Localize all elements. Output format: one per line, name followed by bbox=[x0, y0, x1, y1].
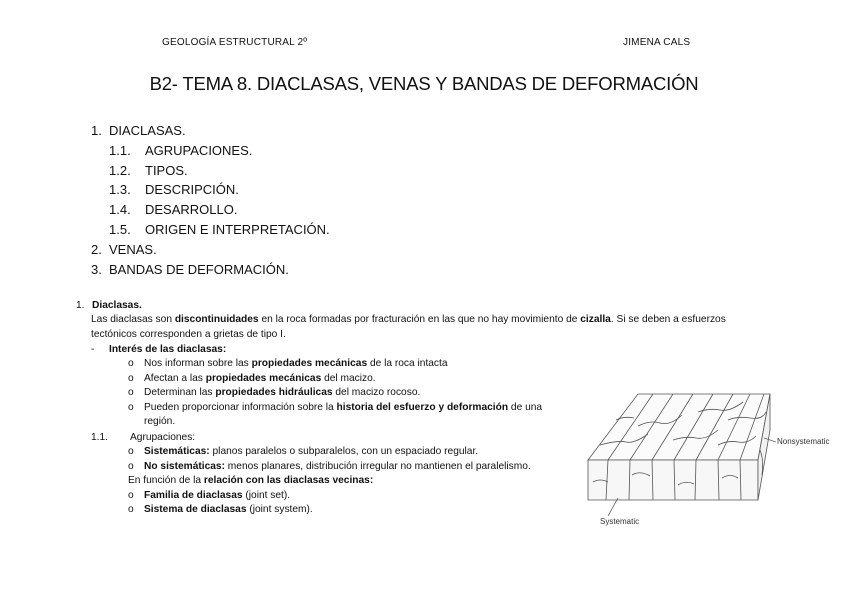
header-course: GEOLOGÍA ESTRUCTURAL 2º bbox=[162, 37, 308, 48]
toc-item-1-3: 1.3. DESCRIPCIÓN. bbox=[109, 182, 239, 198]
interest-list bbox=[128, 357, 578, 430]
list-item: o Sistemáticas: planos paralelos o subparalelos, con un espaciado regular. bbox=[128, 446, 479, 457]
section-1-1-heading: 1.1. Agrupaciones: bbox=[91, 432, 196, 443]
list-item: o No sistemáticas: menos planares, distribución irregular no mantienen el paralelismo. bbox=[128, 460, 531, 472]
list-item: o Familia de diaclasas (joint set). bbox=[128, 489, 291, 501]
header-author: JIMENA CALS bbox=[623, 37, 691, 48]
toc-item-1-2: 1.2. TIPOS. bbox=[109, 162, 188, 178]
toc-item-3: 3. BANDAS DE DEFORMACIÓN. bbox=[91, 261, 289, 277]
toc-item-1-4: 1.4. DESARROLLO. bbox=[109, 202, 238, 218]
list-item: o Sistema de diaclasas (joint system). bbox=[128, 504, 313, 516]
list-item: o Nos informan sobre las propiedades mecánicas de la roca intacta bbox=[128, 358, 448, 369]
interest-heading: - Interés de las diaclasas: bbox=[91, 344, 227, 355]
toc-item-1: 1. DIACLASAS. bbox=[91, 123, 186, 138]
grouping-list bbox=[128, 445, 578, 518]
toc-item-1-1: 1.1. AGRUPACIONES. bbox=[109, 142, 253, 158]
toc-item-1-5: 1.5. ORIGEN E INTERPRETACIÓN. bbox=[109, 221, 330, 237]
joint-block-diagram bbox=[578, 390, 836, 530]
relation-line: En función de la relación con las diaclasas vecinas: bbox=[128, 475, 374, 487]
page-title: B2- TEMA 8. DIACLASAS, VENAS Y BANDAS DE DEFORMACIÓN bbox=[149, 73, 699, 94]
label-systematic: Systematic bbox=[600, 517, 640, 526]
section-1-heading: 1. Diaclasas. bbox=[76, 300, 142, 311]
list-item-continuation: región. bbox=[144, 416, 176, 428]
list-item: o Afectan a las propiedades mecánicas del macizo. bbox=[128, 372, 376, 384]
list-item: o Pueden proporcionar información sobre la historia del esfuerzo y deformación de una bbox=[128, 401, 543, 413]
list-item: o Determinan las propiedades hidráulicas del macizo rocoso. bbox=[128, 387, 421, 399]
table-of-contents bbox=[91, 121, 330, 279]
section-1-intro: Las diaclasas son discontinuidades en la roca formadas por fracturación en las que no hay movimiento de cizalla. Si se deben a esfuerzos tectónicos corresponden a grietas de tipo I. bbox=[91, 314, 726, 340]
label-nonsystematic: Nonsystematic bbox=[777, 437, 830, 446]
toc-item-2: 2. VENAS. bbox=[91, 241, 157, 257]
